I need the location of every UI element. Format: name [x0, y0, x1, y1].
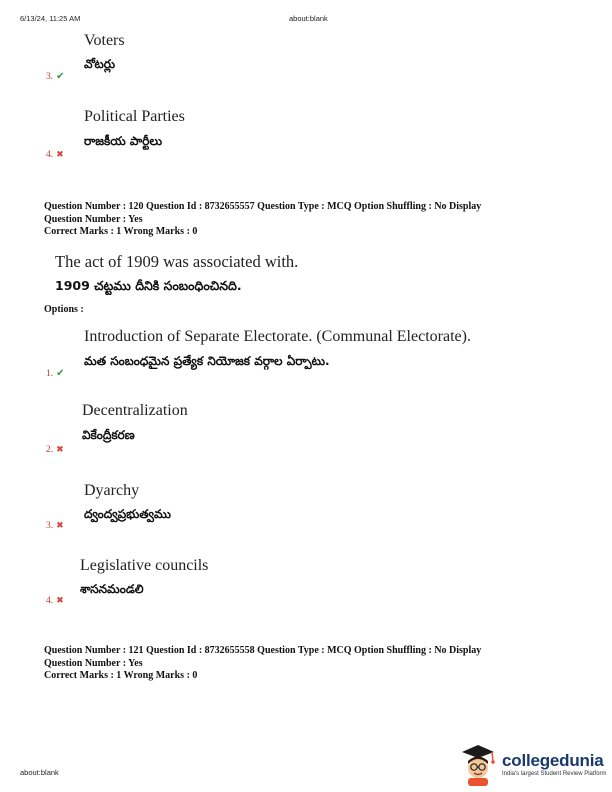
cross-icon: ✖: [56, 521, 64, 531]
meta-line-2: Question Number : Yes: [44, 657, 143, 669]
option-2-english: Decentralization: [82, 402, 188, 419]
prev-option-4-number: [46, 150, 64, 160]
question-121-meta: [44, 645, 481, 683]
question-120-english: The act of 1909 was associated with.: [55, 252, 299, 271]
options-label: Options :: [44, 304, 84, 315]
print-datetime: 6/13/24, 11:25 AM: [20, 14, 81, 23]
option-4-english: Legislative councils: [80, 557, 209, 574]
option-2-number: [46, 445, 64, 455]
option-number: 1.: [46, 368, 54, 379]
option-number: 2.: [46, 445, 54, 455]
brand-tagline: India's largest Student Review Platform: [502, 771, 607, 777]
option-number: 4.: [46, 150, 54, 160]
question-120-meta: [44, 201, 481, 239]
brand-text: [502, 751, 607, 777]
print-footer-url: about:blank: [20, 768, 59, 777]
prev-option-3-number: [46, 71, 65, 82]
option-number: 4.: [46, 596, 54, 606]
cross-icon: ✖: [56, 150, 64, 160]
meta-line-3: Correct Marks : 1 Wrong Marks : 0: [44, 670, 198, 681]
check-icon: ✔: [56, 368, 65, 379]
option-number: 3.: [46, 521, 54, 531]
option-4-telugu: శాసనమండలి: [80, 582, 144, 596]
prev-option-4-telugu: రాజకీయ పార్టీలు: [84, 134, 163, 148]
option-4-number: [46, 596, 64, 606]
option-3-telugu: ద్వంద్వప్రభుత్వము: [84, 507, 171, 521]
prev-option-3-english: Voters: [84, 32, 125, 49]
print-page-title: about:blank: [289, 14, 328, 23]
option-1-english: Introduction of Separate Electorate. (Communal Electorate).: [84, 328, 471, 345]
prev-option-3-telugu: వోటర్లు: [84, 57, 116, 71]
prev-option-4-english: Political Parties: [84, 108, 185, 125]
question-120-telugu: 1909 చట్టము దీనికి సంబంధించినది.: [55, 278, 242, 293]
meta-line-1: Question Number : 120 Question Id : 8732655557 Question Type : MCQ Option Shuffling : No Display: [44, 201, 482, 212]
meta-line-3: Correct Marks : 1 Wrong Marks : 0: [44, 226, 198, 237]
meta-line-2: Question Number : Yes: [44, 213, 143, 225]
option-1-telugu: మత సంబంధమైన ప్రత్యేక నియోజక వర్గాల ఏర్పాటు.: [84, 354, 330, 368]
mascot-icon: [458, 742, 498, 786]
collegedunia-logo: [458, 742, 607, 786]
option-2-telugu: వికేంద్రీకరణ: [82, 428, 135, 442]
option-3-english: Dyarchy: [84, 482, 140, 499]
option-1-number: [46, 368, 65, 379]
option-number: 3.: [46, 71, 54, 82]
meta-line-1: Question Number : 121 Question Id : 8732655558 Question Type : MCQ Option Shuffling : No Display: [44, 645, 482, 656]
option-3-number: [46, 521, 64, 531]
brand-name: collegedunia: [502, 751, 604, 770]
check-icon: ✔: [56, 71, 65, 82]
cross-icon: ✖: [56, 596, 64, 606]
cross-icon: ✖: [56, 445, 64, 455]
